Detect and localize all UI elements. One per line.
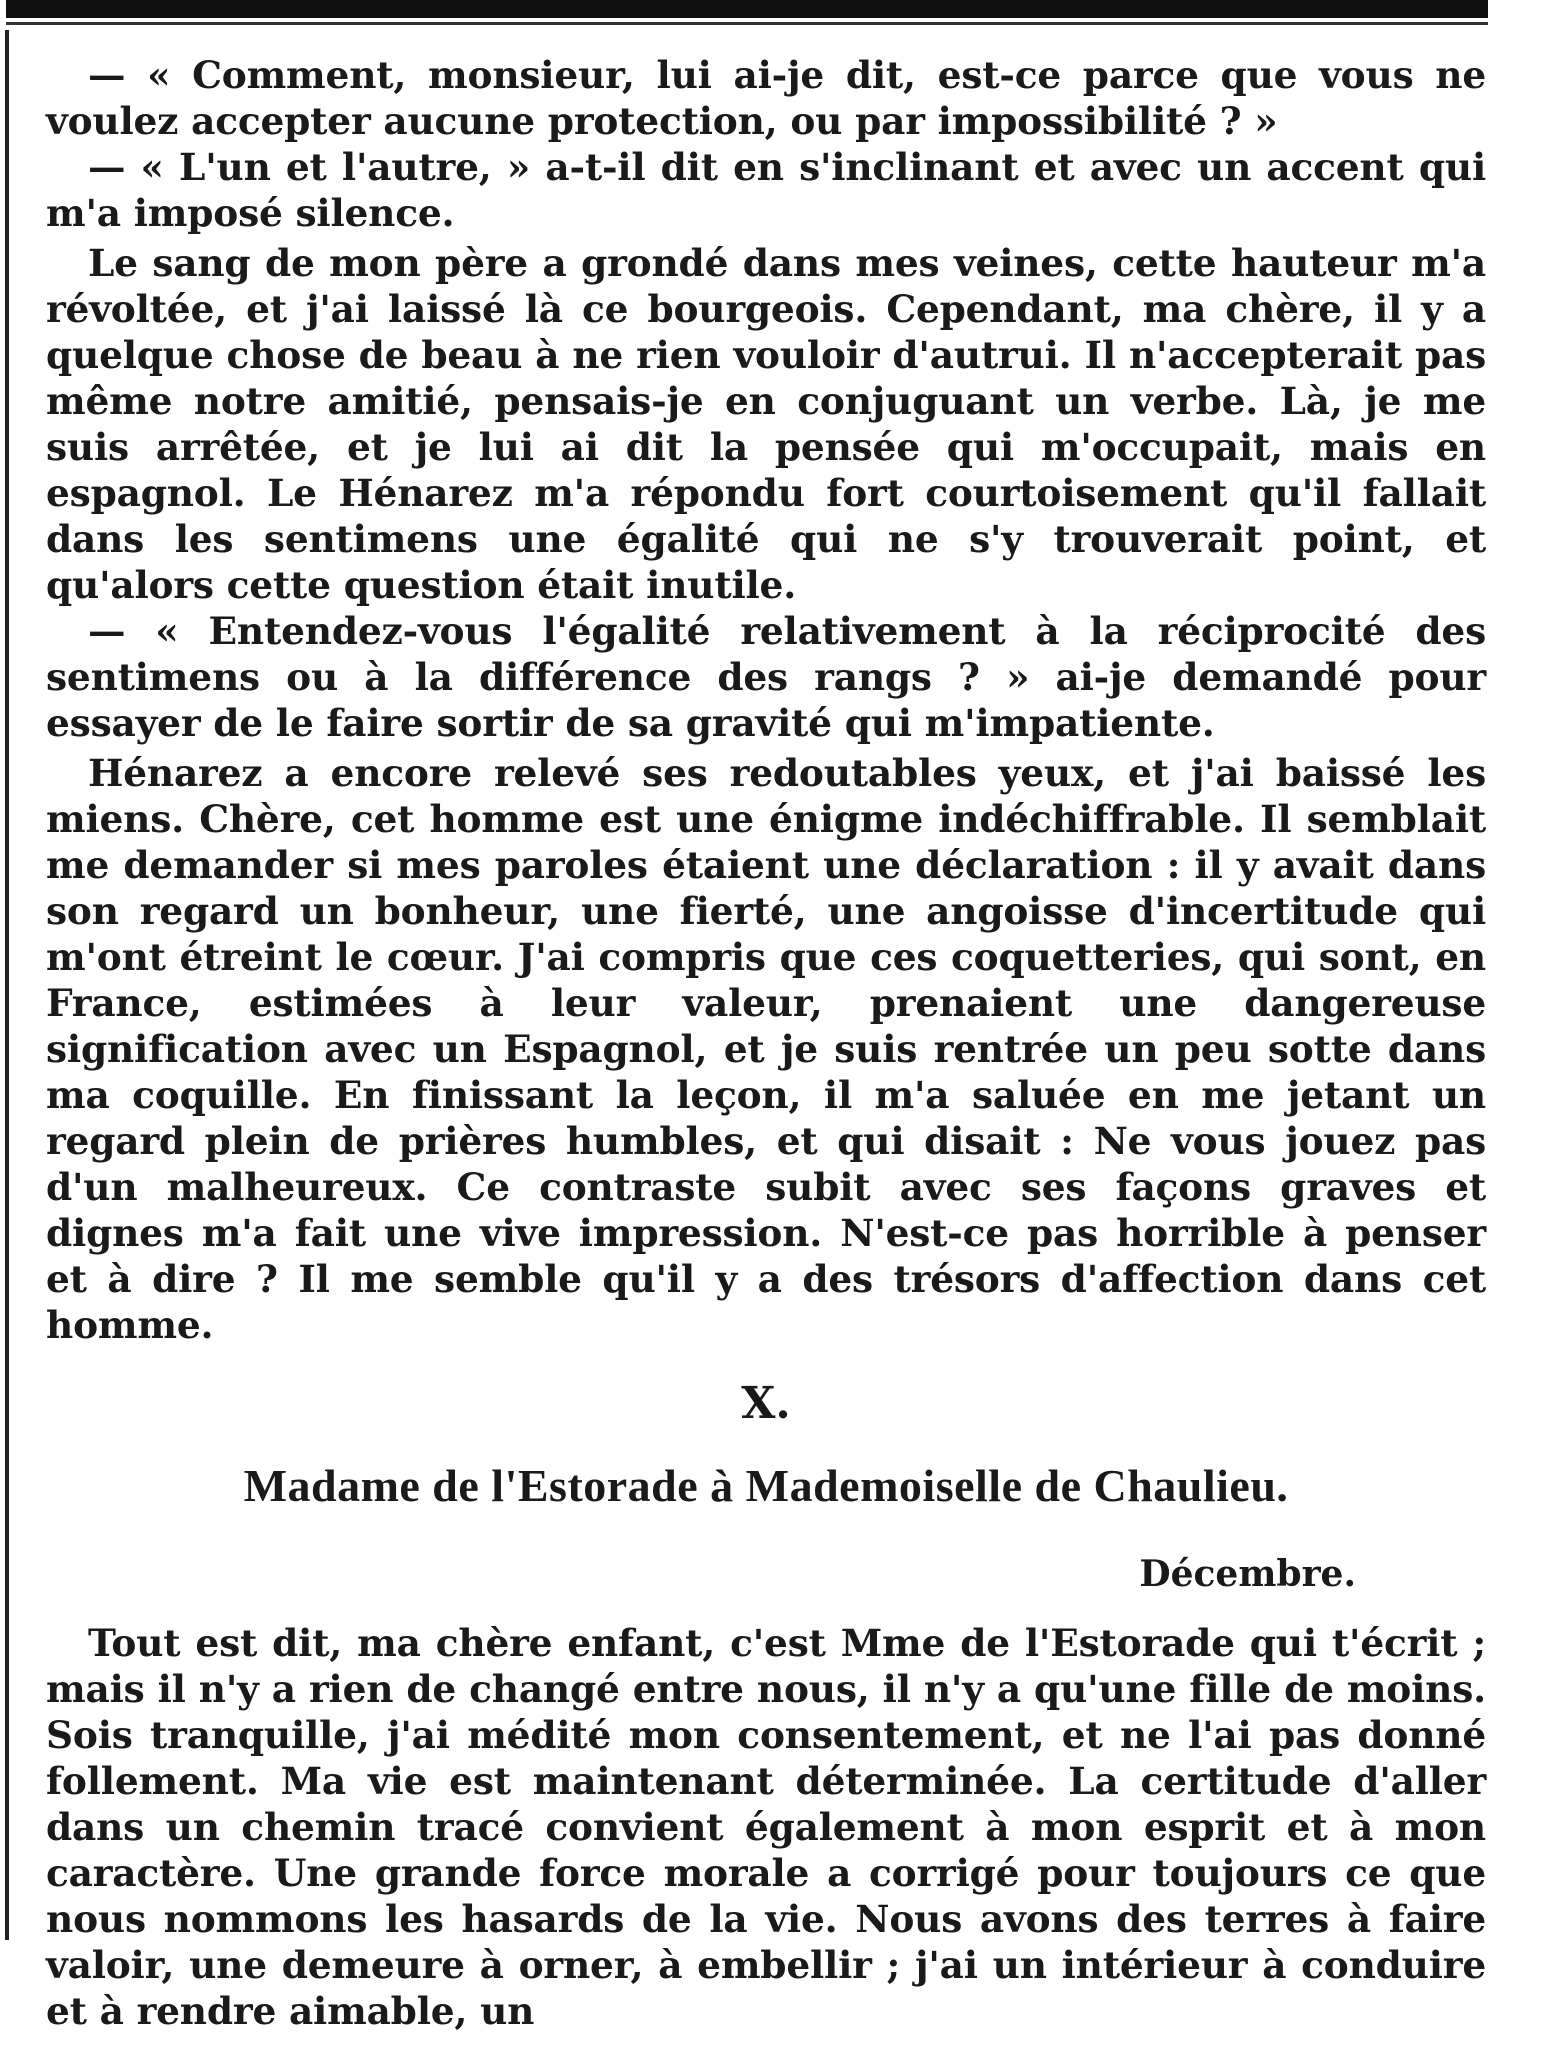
paragraph-tout-est-dit: Tout est dit, ma chère enfant, c'est Mme de l'Estorade qui t'écrit ; mais il n'y a rien de changé entre nous, il n'y a qu'une fille de moins. Sois tranquille, j'ai médité mon consentement, et ne l'ai pas donné follement. Ma vie est maintenant déterminée. La certitude d'aller dans un chemin tracé convient également à mon esprit et à mon caractère. Une grande force morale a corrigé pour toujours ce que nous nommons les hasards de la vie. Nous avons des terres à faire valoir, une demeure à orner, à embellir ; j'ai un intérieur à conduire et à rendre aimable, un bbox=[46, 1621, 1486, 2033]
paragraph-entendez-vous: — « Entendez-vous l'égalité relativement à la réciprocité des sentimens ou à la différence des rangs ? » ai-je demandé pour essayer de le faire sortir de sa gravité qui m'impatiente. bbox=[46, 609, 1486, 745]
text-column bbox=[46, 52, 1486, 2034]
paragraph-l-un-et-l-autre: — « L'un et l'autre, » a-t-il dit en s'inclinant et avec un accent qui m'a imposé silence. bbox=[46, 145, 1486, 235]
paragraph-henarez-a-encore: Hénarez a encore relevé ses redoutables yeux, et j'ai baissé les miens. Chère, cet homme est une énigme indéchiffrable. Il semblait me demander si mes paroles étaient une déclaration : il y avait dans son regard un bonheur, une fierté, une angoisse d'incertitude qui m'ont étreint le cœur. J'ai compris que ces coquetteries, qui sont, en France, estimées à leur valeur, prenaient une dangereuse signification avec un Espagnol, et je suis rentrée un peu sotte dans ma coquille. En finissant la leçon, il m'a saluée en me jetant un regard plein de prières humbles, et qui disait : Ne vous jouez pas d'un malheureux. Ce contraste subit avec ses façons graves et dignes m'a fait une vive impression. N'est-ce pas horrible à penser et à dire ? Il me semble qu'il y a des trésors d'affection dans cet homme. bbox=[46, 751, 1486, 1347]
paragraph-le-sang-de-mon-pere: Le sang de mon père a grondé dans mes veines, cette hauteur m'a révoltée, et j'ai laissé là ce bourgeois. Cependant, ma chère, il y a quelque chose de beau à ne rien vouloir d'autrui. Il n'accepterait pas même notre amitié, pensais-je en conjuguant un verbe. Là, je me suis arrêtée, et je lui ai dit la pensée qui m'occupait, mais en espagnol. Le Hénarez m'a répondu fort courtoisement qu'il fallait dans les sentimens une égalité qui ne s'y trouverait point, et qu'alors cette question était inutile. bbox=[46, 241, 1486, 607]
chapter-number: X. bbox=[741, 1378, 791, 1429]
top-border-thin-rule bbox=[6, 22, 1488, 25]
letter-date: Décembre. bbox=[1139, 1553, 1356, 1595]
top-border-rule bbox=[6, 0, 1488, 18]
letter-title: Madame de l'Estorade à Mademoiselle de Chaulieu. bbox=[243, 1460, 1289, 1511]
column-left-rule bbox=[5, 30, 9, 1940]
paragraph-comment-monsieur: — « Comment, monsieur, lui ai-je dit, est-ce parce que vous ne voulez accepter aucune protection, ou par impossibilité ? » bbox=[46, 53, 1486, 143]
